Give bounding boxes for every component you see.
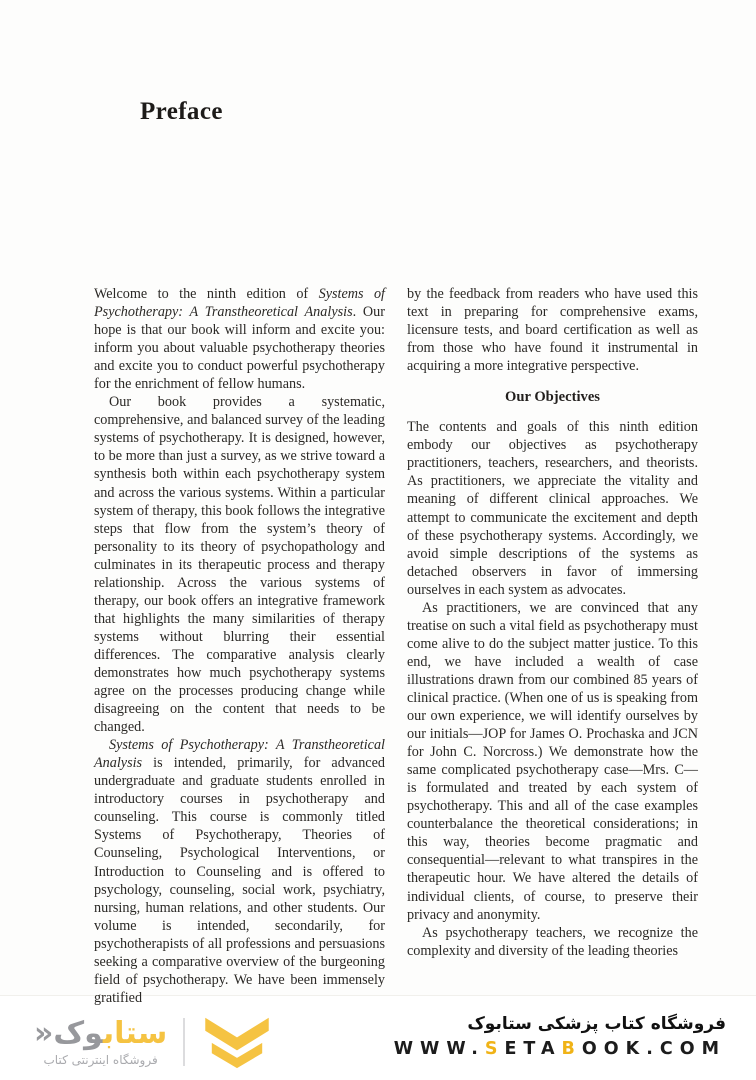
body-paragraph [94, 393, 385, 736]
body-paragraph [407, 285, 698, 375]
right-column [407, 285, 698, 1007]
text-segment: OOK.COM [581, 1039, 726, 1059]
text-segment: ETA [504, 1039, 562, 1059]
text-segment: S [484, 1039, 505, 1059]
body-text-run: by the feedback from readers who have used this text in preparing for comprehensive exams, licensure tests, and board certification as well as from those who have found it instrumental in acquiring a more integrative perspective. [407, 286, 698, 375]
body-text-run: is intended, primarily, for advanced undergraduate and graduate students enrolled in introductory courses in psychotherapy and counseling. This course is commonly titled Systems of Psychotherapy, Theories of Counseling, Psychological Interventions, or Introduction to Counseling and is offered to psychology, counseling, social work, psychiatry, nursing, human relations, and other students. Our volume is intended, secondarily, for psychotherapists of all professions and persuasions seeking a comparative overview of the burgeoning field of psychotherapy. We have been immensely gratified [94, 755, 385, 1006]
section-heading: Our Objectives [505, 389, 600, 406]
body-text-run: Welcome to the ninth edition of [94, 286, 319, 302]
body-text-run: Our book provides a systematic, comprehensive, and balanced survey of the leading systems of psychotherapy. It is designed, however, to be more than just a survey, as we strive toward a synthesis both within each psychotherapy system and across the various systems. Within a particular system of therapy, this book follows the integrative steps that flow from the system’s theory of personality to its theory of psychopathology and culminates in its therapeutic process and therapy relationship. Across the various systems of therapy, our book offers an integrative framework that highlights the many similarities of therapy systems without blurring their essential differences. The comparative analysis clearly demonstrates how much psychotherapy systems agree on the processes producing change while disagreeing on the content that needs to be changed. [94, 394, 385, 736]
two-column-text [94, 285, 698, 1007]
chevron-emblem-icon [199, 1014, 275, 1070]
setabook-logo [34, 1014, 275, 1070]
body-paragraph [94, 285, 385, 393]
text-segment: ستاب [102, 1016, 168, 1051]
website-url [394, 1039, 726, 1059]
body-paragraph [94, 736, 385, 1007]
logo-divider [183, 1018, 185, 1066]
setabook-wordmark-block [34, 1017, 167, 1067]
body-paragraph [407, 599, 698, 924]
body-text-run: As psychotherapy teachers, we recognize the complexity and diversity of the leading theories [407, 924, 698, 959]
text-segment: B [561, 1039, 582, 1059]
text-segment: وک [53, 1016, 103, 1051]
body-text-run: . Our hope is that our book will inform and excite you: inform you about valuable psychotherapy theories and excite you to conduct powerful psychotherapy for the enrichment of fellow humans. [94, 304, 385, 393]
book-title-italic: Systems of Psychotherapy: A Transtheoretical Analysis [94, 286, 385, 321]
footer-watermark [0, 1008, 756, 1080]
text-segment: WWW. [393, 1039, 485, 1059]
page-title: Preface [140, 98, 223, 125]
book-title-italic: Systems of Psychotherapy: A Transtheoretical Analysis [94, 737, 385, 772]
body-text-run: As practitioners, we are convinced that any treatise on such a vital field as psychotherapy must come alive to do the subject matter justice. To this end, we have included a wealth of case illustrations drawn from our combined 85 years of clinical practice. (When one of us is speaking from our own experience, we will identify ourselves by our initials—JOP for James O. Prochaska and JCN for John C. Norcross.) We demonstrate how the same complicated psychotherapy case—Mrs. C—is formulated and treated by each system of psychotherapy. This and all of the case examples counterbalance the theoretical considerations; in this way, theories become pragmatic and consequential—relevant to what transpires in the therapeutic hour. We have altered the details of individual clients, of course, to preserve their privacy and anonymity. [407, 599, 698, 923]
footer-right-text [394, 1014, 726, 1059]
text-segment: « [34, 1016, 54, 1051]
body-text-run: The contents and goals of this ninth edition embody our objectives as psychotherapy practitioners, teachers, researchers, and theorists. As practitioners, we appreciate the vitality and meaning of different clinical approaches. We attempt to communicate the excitement and depth of these psychotherapy systems. Accordingly, we avoid simple descriptions of the systems as detached observers in favor of immersing ourselves in each system as advocates. [407, 419, 698, 598]
setabook-wordmark [34, 1017, 167, 1051]
store-name-farsi: فروشگاه کتاب پزشکی ستابوک [467, 1014, 726, 1034]
logo-subtitle: فروشگاه اینترنتی کتاب [43, 1053, 158, 1067]
body-paragraph [407, 924, 698, 960]
body-paragraph [407, 418, 698, 598]
left-column [94, 285, 385, 1007]
